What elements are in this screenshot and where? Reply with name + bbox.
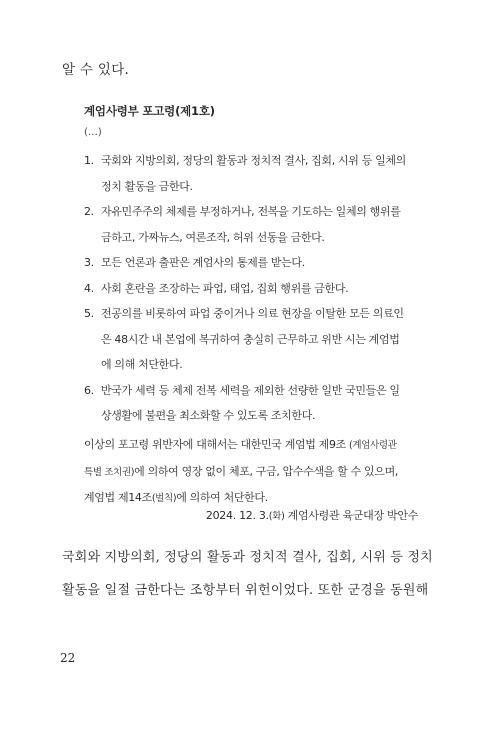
decree-item [84, 148, 429, 199]
penalty-parenthetical: 특별 조치권) [84, 466, 135, 478]
page-number: 22 [60, 651, 76, 665]
penalty-text: 계엄법 제14조 [84, 491, 152, 504]
body-line: 국회와 지방의회, 정당의 활동과 정치적 결사, 집회, 시위 등 정치 [62, 550, 433, 565]
penalty-line [84, 432, 429, 459]
decree-item [84, 276, 429, 302]
decree-item-number: 3. [84, 256, 94, 269]
penalty-text: 에 의하여 처단한다. [176, 491, 268, 504]
signature-date: 2024. 12. 3. [205, 509, 269, 522]
body-line: 활동을 일절 금한다는 조항부터 위헌이었다. 또한 군경을 동원해 [62, 583, 429, 598]
decree-item-line: 은 48시간 내 본업에 복귀하여 충실히 근무하고 위반 시는 계엄법 [101, 332, 400, 346]
decree-item-line: 전공의를 비롯하여 파업 중이거나 의료 현장을 이탈한 모든 의료인 [101, 307, 404, 320]
penalty-text: 이상의 포고령 위반자에 대해서는 대한민국 계엄법 제9조 [84, 438, 350, 451]
penalty-parenthetical: (계엄사령관 [349, 440, 397, 451]
decree-title: 계엄사령부 포고령(제1호) [84, 104, 215, 118]
decree-item [84, 378, 429, 429]
penalty-text: 에 의하여 영장 없이 체포, 구금, 압수수색을 할 수 있으며, [134, 464, 399, 478]
decree-item-line: 정치 활동을 금한다. [101, 179, 193, 193]
decree-item-line: 국회와 지방의회, 정당의 활동과 정치적 결사, 집회, 시위 등 일체의 [101, 154, 406, 167]
decree-signature [206, 507, 418, 523]
decree-item-number: 1. [84, 154, 94, 167]
decree-box [84, 103, 429, 429]
decree-item-line: 자유민주주의 체제를 부정하거나, 전복을 기도하는 일체의 행위를 [101, 205, 401, 218]
decree-item [84, 199, 429, 250]
decree-item-number: 5. [84, 307, 94, 320]
decree-item-number: 6. [84, 383, 94, 397]
decree-item-line: 모든 언론과 출판은 계엄사의 통제를 받는다. [101, 256, 305, 269]
decree-item-line: 반국가 세력 등 체제 전복 세력을 제외한 선량한 일반 국민들은 일 [101, 383, 400, 397]
decree-item-number: 2. [84, 205, 94, 218]
decree-item-line: 상생활에 불편을 최소화할 수 있도록 조치한다. [101, 409, 316, 422]
body-paragraph [62, 541, 442, 607]
decree-item-line: 에 의해 처단한다. [101, 358, 183, 371]
decree-item-line: 사회 혼란을 조장하는 파업, 태업, 집회 행위를 금한다. [101, 281, 349, 295]
decree-item [84, 250, 429, 276]
decree-item-number: 4. [84, 281, 94, 295]
decree-ellipsis: (…) [84, 127, 102, 138]
penalty-line [84, 459, 429, 486]
decree-item [84, 301, 429, 378]
signature-day: (화) [268, 511, 285, 522]
intro-text: 알 수 있다. [62, 62, 130, 78]
decree-item-line: 금하고, 가짜뉴스, 여론조작, 허위 선동을 금한다. [101, 230, 325, 244]
signature-name: 계엄사령관 육군대장 박안수 [284, 509, 418, 522]
penalty-parenthetical: (벌칙) [151, 493, 177, 504]
penalty-paragraph [84, 432, 429, 512]
decree-list [84, 148, 429, 429]
